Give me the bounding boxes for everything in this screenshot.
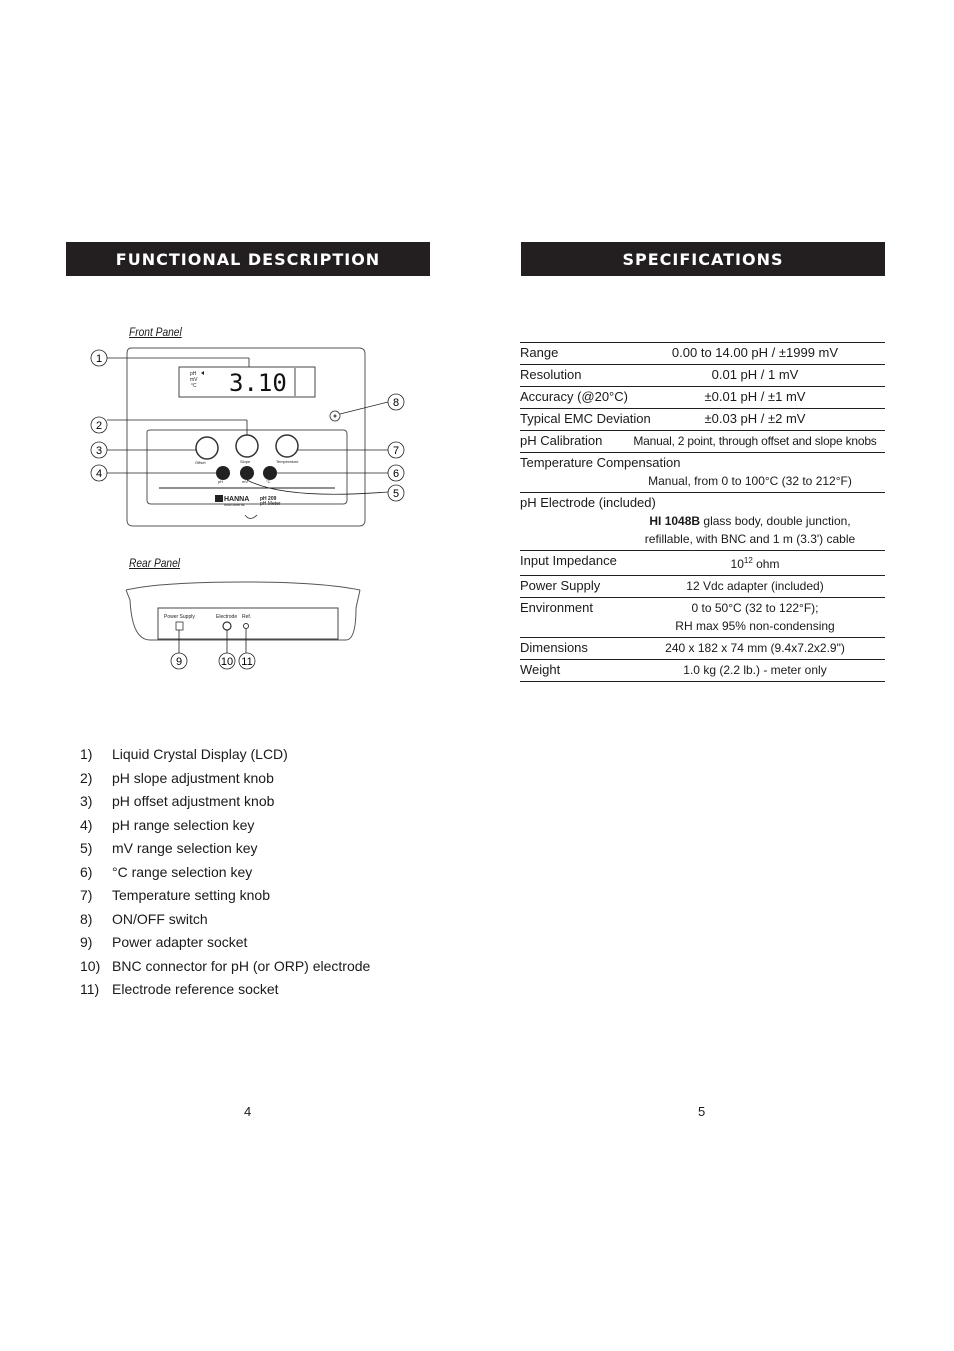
spec-row-power: Power Supply 12 Vdc adapter (included): [520, 575, 885, 597]
svg-text:9: 9: [175, 656, 183, 668]
callout-7: [388, 442, 404, 458]
offset-label: Offset: [195, 460, 206, 465]
svg-text:°C: °C: [266, 479, 271, 484]
list-item: 6) °C range selection key: [80, 863, 253, 880]
temperature-knob: [276, 435, 298, 457]
svg-text:5: 5: [392, 488, 400, 500]
list-item: 7) Temperature setting knob: [80, 887, 270, 903]
spec-row-resolution: Resolution 0.01 pH / 1 mV: [520, 364, 885, 386]
lcd-reading: 3.10: [229, 369, 287, 397]
reference-socket-icon: [244, 624, 249, 629]
list-item: 1) Liquid Crystal Display (LCD): [80, 746, 288, 762]
mv-key: [240, 466, 254, 480]
brand-name: HANNA: [224, 496, 250, 503]
spec-row-electrode: pH Electrode (included) HI 1048B glass body, double junction, refillable, with BNC and 1 m (3.3') cable: [520, 492, 885, 550]
spec-row-accuracy: Accuracy (@20°C) ±0.01 pH / ±1 mV: [520, 386, 885, 408]
spec-row-dimensions: Dimensions 240 x 182 x 74 mm (9.4x7.2x2.9"): [520, 637, 885, 659]
lcd-unit-c: °C: [191, 383, 197, 389]
spec-row-weight: Weight 1.0 kg (2.2 lb.) - meter only: [520, 659, 885, 682]
callout-1: [91, 350, 107, 366]
specifications-table: [520, 342, 885, 682]
callout-6: [388, 465, 404, 481]
svg-text:mV: mV: [242, 479, 248, 484]
svg-text:3: 3: [95, 445, 103, 457]
list-item: 10) BNC connector for pH (or ORP) electrode: [80, 957, 371, 974]
rear-panel-caption: Rear Panel: [129, 556, 181, 570]
brand-subtitle: instruments: [224, 502, 245, 507]
spec-row-temp-comp: Temperature Compensation Manual, from 0 to 100°C (32 to 212°F): [520, 452, 885, 492]
model-name: pH 209: [260, 496, 277, 502]
temperature-label: Temperature: [276, 459, 299, 464]
callout-5: [388, 485, 404, 501]
svg-text:10: 10: [220, 656, 234, 668]
functional-description-header: FUNCTIONAL DESCRIPTION: [66, 242, 430, 276]
svg-text:2: 2: [95, 420, 103, 432]
svg-text:8: 8: [392, 397, 400, 409]
rear-label-electrode: Electrode: [216, 614, 238, 620]
svg-text:pH: pH: [218, 479, 224, 484]
hanna-logo-icon: [215, 495, 223, 502]
svg-text:6: 6: [392, 468, 400, 480]
callout-10: [219, 653, 235, 669]
list-item: 4) pH range selection key: [80, 816, 255, 833]
spec-row-emc: Typical EMC Deviation ±0.03 pH / ±2 mV: [520, 408, 885, 430]
svg-text:4: 4: [95, 468, 103, 480]
spec-row-range: Range 0.00 to 14.00 pH / ±1999 mV: [520, 342, 885, 364]
list-item: 8) ON/OFF switch: [80, 910, 208, 927]
list-item: 5) mV range selection key: [80, 840, 258, 856]
list-item: 2) pH slope adjustment knob: [80, 769, 274, 786]
spec-row-calibration: pH Calibration Manual, 2 point, through offset and slope knobs: [520, 430, 885, 452]
callout-2: [91, 417, 107, 433]
rear-panel-diagram: [120, 578, 370, 678]
svg-text:1: 1: [95, 353, 103, 365]
callout-8: [388, 394, 404, 410]
list-item: 3) pH offset adjustment knob: [80, 793, 275, 809]
spec-row-impedance: Input Impedance $10^{12}$ ohm: [520, 550, 885, 575]
rear-label-ref: Ref.: [242, 614, 252, 620]
page-number-right: 5: [698, 1104, 706, 1119]
rear-label-power: Power Supply: [164, 614, 195, 620]
spec-row-environment: Environment 0 to 50°C (32 to 122°F); RH max 95% non-condensing: [520, 597, 885, 637]
slope-label: Slope: [240, 459, 251, 464]
page-number-left: 4: [244, 1104, 252, 1119]
svg-text:7: 7: [392, 445, 400, 457]
slope-knob: [236, 435, 258, 457]
lcd-unit-mv: mV: [190, 377, 198, 383]
power-socket-icon: [176, 622, 183, 630]
bnc-connector-icon: [223, 622, 231, 630]
lcd-unit-ph: pH: [190, 371, 197, 377]
callout-9: [171, 653, 187, 669]
model-subtitle: pH Meter: [260, 501, 281, 507]
front-panel-diagram: [85, 340, 415, 540]
callout-3: [91, 442, 107, 458]
list-item: 11) Electrode reference socket: [80, 981, 279, 997]
svg-text:11: 11: [241, 656, 253, 668]
front-panel-caption: Front Panel: [129, 325, 182, 339]
callout-4: [91, 465, 107, 481]
offset-knob: [196, 437, 218, 459]
c-key: [263, 466, 277, 480]
ph-key: [216, 466, 230, 480]
callout-11: [239, 653, 255, 669]
component-legend: [80, 743, 370, 1002]
specifications-header: SPECIFICATIONS: [521, 242, 885, 276]
list-item: 9) Power adapter socket: [80, 934, 248, 950]
